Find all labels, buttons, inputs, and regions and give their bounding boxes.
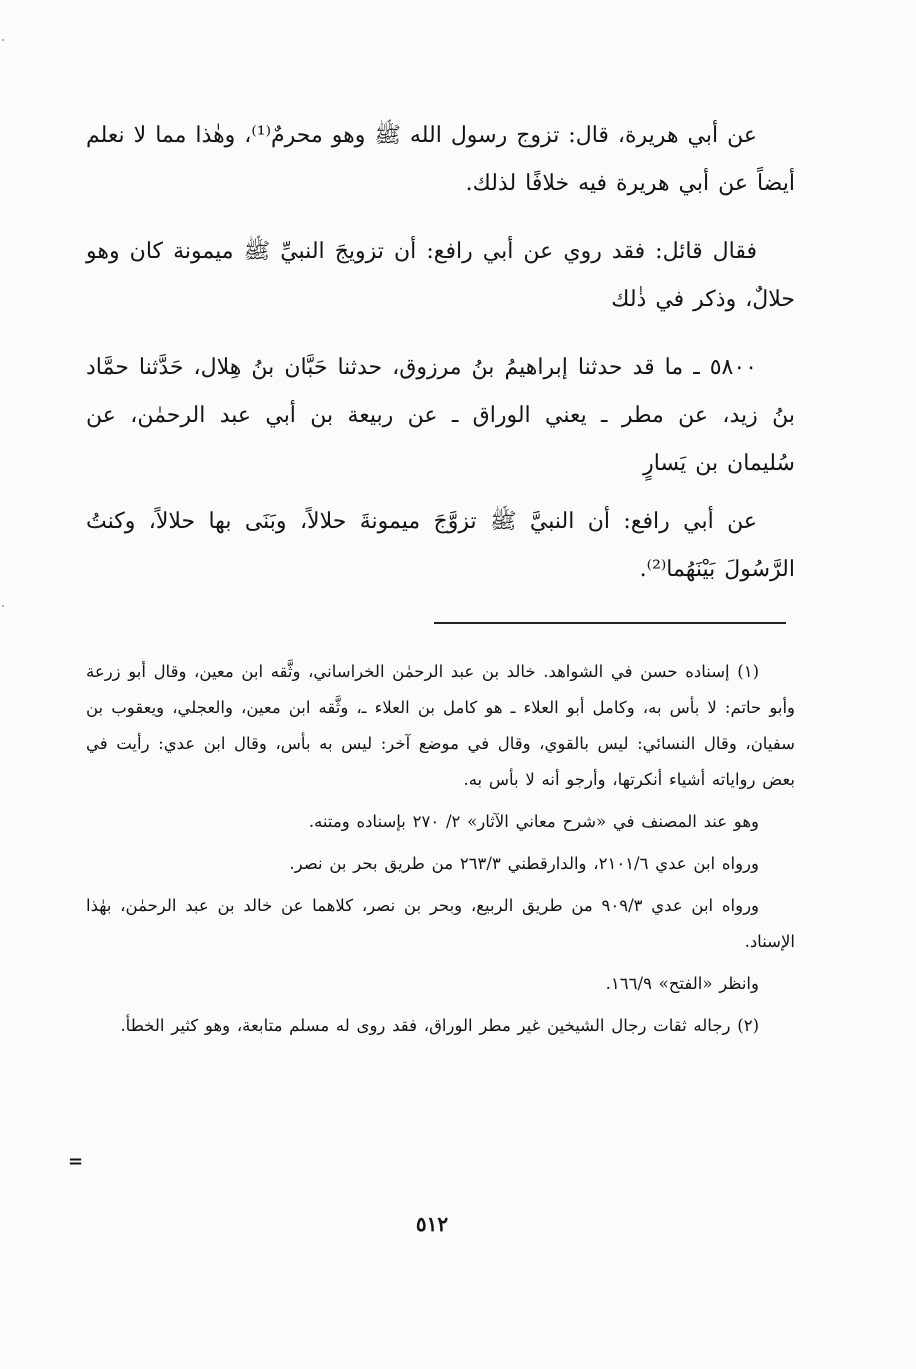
footnote-1: (١) إسناده حسن في الشواهد. خالد بن عبد الرحمٰن الخراساني، وثَّقه ابن معين، وقال أبو زرعة وأبو حاتم: لا بأس به، وكامل أبو العلاء ـ هو كامل بن العلاء ـ، وثَّقه ابن معين، والعجلي، ويعقوب بن سفيان، وقال النسائي: ليس بالقوي، وقال في موضع آخر: ليس به بأس، وقال ابن عدي: رأيت في بعض رواياته أشياء أنكرتها، وأرجو أنه لا بأس به. [86, 662, 795, 789]
paragraph-text: ٥٨٠٠ ـ ما قد حدثنا إبراهيمُ بنُ مرزوق، حدثنا حَبَّان بنُ هِلال، حَدَّثنا حمَّاد بنُ زيد، عن مطر ـ يعني الوراق ـ عن ربيعة بن أبي عبد الرحمٰن، عن سُليمان بن يَسارٍ [86, 355, 795, 476]
footnote-2: (٢) رجاله ثقات رجال الشيخين غير مطر الوراق، فقد روى له مسلم متابعة، وهو كثير الخطأ. [120, 1016, 759, 1035]
hadith-chain-paragraph [86, 344, 795, 488]
paragraph-text: عن أبي رافع: أن النبيَّ ﷺ تزوَّجَ ميمونةَ حلالاً، وبَنَى بها حلالاً، وكنتُ الرَّسُولَ بَيْنَهُما⁽²⁾. [86, 509, 795, 582]
hadith-text-paragraph [86, 498, 795, 594]
page-number: ٥١٢ [415, 1212, 449, 1236]
continuation-marker: = [68, 1151, 84, 1172]
footnote-1-source: ورواه ابن عدي ٢١٠١/٦، والدارقطني ٢٦٣/٣ من طريق بحر بن نصر. [289, 854, 759, 873]
page-edge-speck [2, 39, 4, 41]
main-paragraph [86, 228, 795, 324]
footnote-1-source: وهو عند المصنف في «شرح معاني الآثار» ٢/ ٢٧٠ بإسناده ومتنه. [308, 812, 759, 831]
footnote-separator [434, 622, 786, 624]
paragraph-text: عن أبي هريرة، قال: تزوج رسول الله ﷺ وهو محرمٌ⁽¹⁾، وهٰذا مما لا نعلم أيضاً عن أبي هريرة فيه خلافًا لذلك. [86, 123, 795, 196]
page-edge-speck [2, 605, 4, 607]
footnotes [86, 654, 795, 1050]
footnote-1-see-also: وانظر «الفتح» ١٦٦/٩. [605, 974, 759, 993]
main-paragraph [86, 112, 795, 208]
footnote-1-source: ورواه ابن عدي ٩٠٩/٣ من طريق الربيع، وبحر بن نصر، كلاهما عن خالد بن عبد الرحمٰن، بهٰذا الإسناد. [86, 896, 795, 951]
paragraph-text: فقال قائل: فقد روي عن أبي رافع: أن تزويجَ النبيِّ ﷺ ميمونة كان وهو حلالٌ، وذكر في ذٰلك [86, 239, 795, 312]
